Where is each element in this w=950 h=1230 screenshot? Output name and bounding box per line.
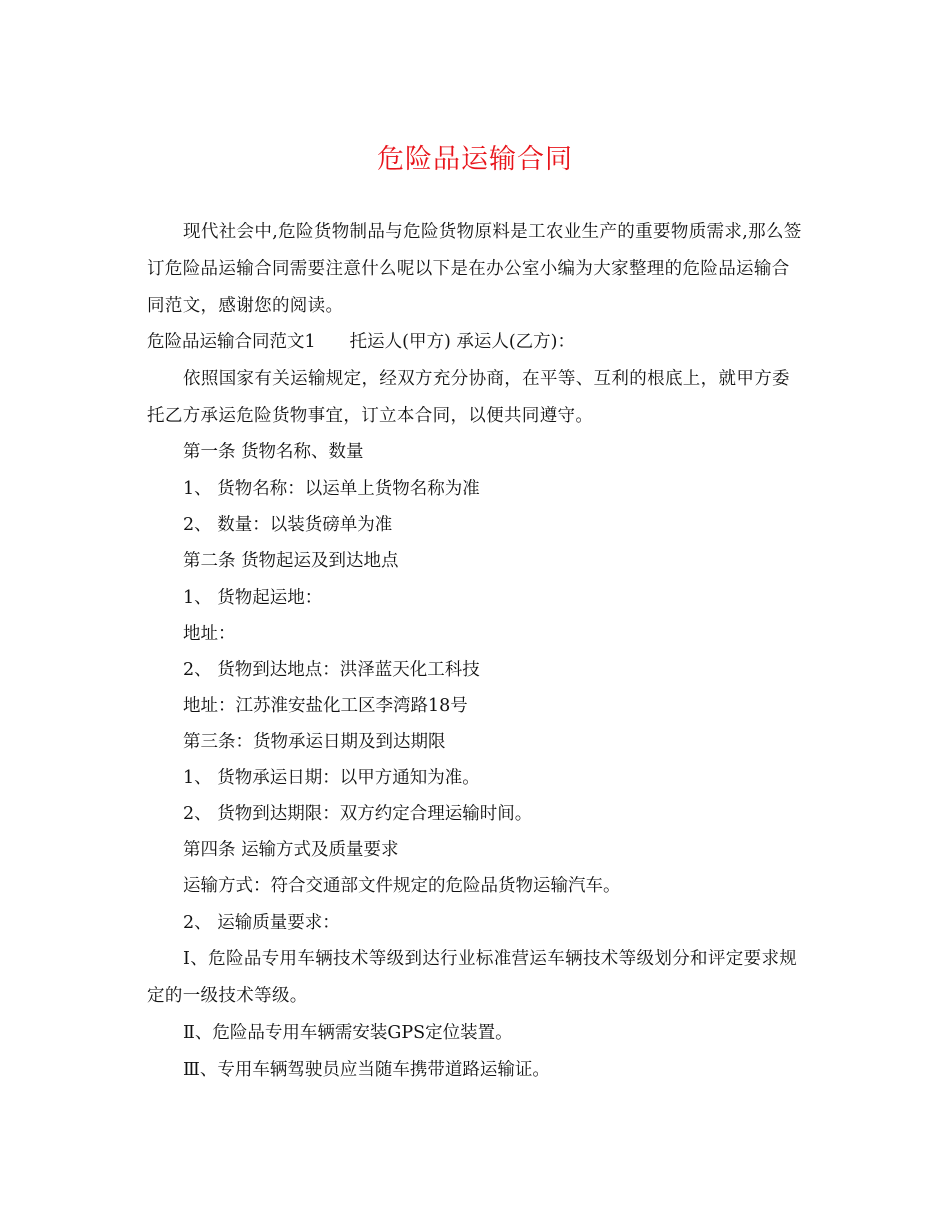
article-1-title: 第一条 货物名称、数量	[183, 442, 364, 462]
requirement-3: Ⅲ、专用车辆驾驶员应当随车携带道路运输证。	[183, 1060, 550, 1080]
article-4-item-2: 2、 运输质量要求：	[183, 913, 340, 933]
article-1-item-2: 2、 数量：以装货磅单为准	[183, 515, 393, 535]
article-3-item-1: 1、 货物承运日期：以甲方通知为准。	[183, 768, 480, 788]
article-2-title: 第二条 货物起运及到达地点	[183, 551, 399, 571]
requirement-2: Ⅱ、危险品专用车辆需安装GPS定位装置。	[183, 1023, 513, 1043]
article-2-item-1: 1、 货物起运地：	[183, 588, 323, 608]
parties-line: 托运人(甲方) 承运人(乙方)：	[349, 332, 576, 352]
article-2-address-1: 地址：	[183, 624, 236, 644]
preamble-paragraph: 依照国家有关运输规定，经双方充分协商，在平等、互利的根底上，就甲方委托乙方承运危险货物事宜，订立本合同，以便共同遵守。	[147, 369, 790, 426]
sample-heading-line	[147, 324, 807, 361]
sample-heading: 危险品运输合同范文1	[147, 332, 316, 352]
requirement-1: Ⅰ、危险品专用车辆技术等级到达行业标准营运车辆技术等级划分和评定要求规定的一级技术等级。	[147, 949, 798, 1006]
article-2-item-2: 2、 货物到达地点：洪泽蓝天化工科技	[183, 660, 480, 680]
article-4-title: 第四条 运输方式及质量要求	[183, 840, 399, 860]
article-3-title: 第三条：货物承运日期及到达期限	[183, 732, 446, 752]
article-2-address-2: 地址：江苏淮安盐化工区李湾路18号	[183, 696, 468, 716]
intro-paragraph: 现代社会中,危险货物制品与危险货物原料是工农业生产的重要物质需求,那么签订危险品运输合同需要注意什么呢以下是在办公室小编为大家整理的危险品运输合同范文，感谢您的阅读。	[147, 222, 802, 316]
article-4-transport-mode: 运输方式：符合交通部文件规定的危险品货物运输汽车。	[183, 876, 621, 896]
document-title: 危险品运输合同	[377, 144, 573, 175]
article-3-item-2: 2、 货物到达期限：双方约定合理运输时间。	[183, 804, 533, 824]
article-1-item-1: 1、 货物名称：以运单上货物名称为准	[183, 479, 480, 499]
